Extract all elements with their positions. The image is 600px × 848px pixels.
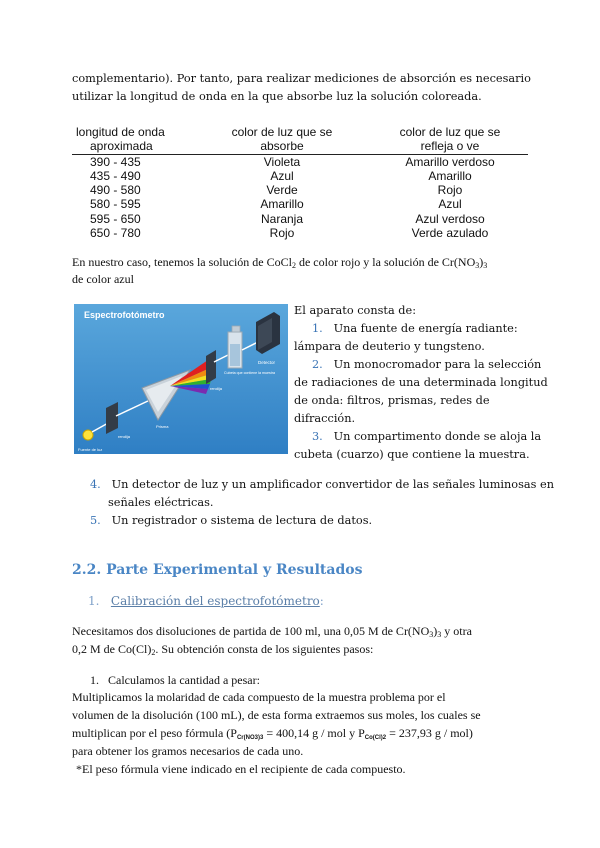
apparatus-intro: El aparato consta de: [294, 304, 417, 317]
step-heading: 1. Calculamos la cantidad a pesar: [90, 673, 260, 687]
calc-line-4: para obtener los gramos necesarios de cada uno. [72, 744, 304, 758]
case-line-1: En nuestro caso, tenemos la solución de CoCl$_2$ de color rojo y la solución de $Cr(NO_3)_3$ [72, 255, 488, 270]
body-line-2: 0,2 M de $Co(Cl)_2$. Su obtención consta de los siguientes pasos: [72, 642, 374, 657]
figure-label-slit-1: rendija [118, 434, 131, 439]
figure-title: Espectrofotómetro [84, 310, 165, 320]
table-row [72, 212, 528, 226]
cuvette-cap [232, 326, 240, 332]
slit-2-icon [206, 350, 216, 384]
subsection-heading: 1. Calibración del espectrofotómetro: [88, 594, 324, 608]
table-cell: Azul verdoso [415, 211, 485, 226]
figure-label-prism: Prisma [156, 424, 169, 429]
table-row [72, 169, 528, 183]
table-cell: 580 - 595 [90, 197, 141, 212]
figure-label-cuvette: Cubeta que contiene la muestra [224, 371, 275, 375]
spectrophotometer-diagram [74, 304, 288, 454]
apparatus-item-3: 3. Un compartimento donde se aloja la [312, 430, 542, 443]
table-cell: Naranja [260, 211, 304, 226]
body-line-1: Necesitamos dos disoluciones de partida de 100 ml, una 0,05 M de $Cr(NO_3)_3$ y otra [72, 624, 472, 639]
calc-line-3: multiplican por el peso fórmula (PCr(NO3)3 = 400,14 g / mol y PCo(Cl)2 = 237,93 g / mol) [72, 726, 473, 741]
table-cell: 490 - 580 [90, 183, 141, 198]
apparatus-item-2-cont: difracción. [294, 412, 356, 425]
table-header-cell: refleja o ve [372, 139, 528, 154]
figure-label-slit-2: rendija [210, 386, 223, 391]
table-row [72, 226, 528, 240]
apparatus-item-2: 2. Un monocromador para la selección [312, 358, 542, 371]
table-header-row-1 [72, 125, 528, 139]
calc-line-2: volumen de la disolución (100 mL), de esta forma extraemos sus moles, los cuales se [72, 708, 481, 722]
apparatus-item-1: 1. Una fuente de energía radiante: [312, 322, 518, 335]
table-cell: Rojo [269, 226, 295, 241]
table-cell: 435 - 490 [90, 168, 141, 183]
subsection-title: Calibración del espectrofotómetro [110, 594, 320, 608]
table-header-cell: color de luz que se [231, 125, 333, 139]
wavelength-color-table [72, 125, 528, 240]
table-row [72, 154, 528, 169]
table-cell: 650 - 780 [90, 226, 141, 241]
table-cell: Azul [270, 168, 294, 183]
table-cell: Rojo [437, 183, 463, 198]
cuvette-sample [230, 344, 240, 366]
table-cell: Azul [438, 197, 462, 212]
apparatus-item-4-cont: señales eléctricas. [108, 496, 214, 509]
table-cell: Verde [266, 183, 298, 198]
formula-note: *El peso fórmula viene indicado en el recipiente de cada compuesto. [76, 762, 406, 776]
case-line-2: de color azul [72, 272, 134, 286]
apparatus-item-5: 5. Un registrador o sistema de lectura de datos. [90, 514, 373, 527]
apparatus-item-2-cont: de radiaciones de una determinada longitud [294, 376, 548, 389]
figure-label-detector: Detector [258, 360, 276, 365]
apparatus-item-3-cont: cubeta (cuarzo) que contiene la muestra. [294, 448, 530, 461]
table-cell: 390 - 435 [90, 154, 141, 169]
table-header-cell: color de luz que se [399, 125, 501, 139]
section-heading: 2.2. Parte Experimental y Resultados [72, 562, 363, 578]
table-cell: Violeta [263, 154, 301, 169]
table-header-cell: longitud de onda [76, 125, 165, 139]
table-row [72, 183, 528, 197]
intro-line-1: complementario). Por tanto, para realizar mediciones de absorción es necesario [72, 72, 531, 85]
calc-line-1: Multiplicamos la molaridad de cada compuesto de la muestra problema por el [72, 690, 446, 704]
table-cell: 595 - 650 [90, 211, 141, 226]
table-header-row-2 [72, 139, 528, 154]
spectrophotometer-figure [74, 304, 288, 454]
apparatus-item-1-cont: lámpara de deuterio y tungsteno. [294, 340, 485, 353]
table-row [72, 197, 528, 211]
apparatus-item-4: 4. Un detector de luz y un amplificador convertidor de las señales luminosas en [90, 478, 554, 491]
table-header-cell: absorbe [192, 139, 372, 154]
apparatus-item-2-cont: de onda: filtros, prismas, redes de [294, 394, 490, 407]
table-header-cell: aproximada [72, 139, 192, 154]
figure-label-source: Fuente de luz [78, 447, 103, 452]
light-source-icon [83, 430, 93, 440]
table-cell: Verde azulado [411, 226, 489, 241]
table-cell: Amarillo [428, 168, 472, 183]
intro-line-2: utilizar la longitud de onda en la que absorbe luz la solución coloreada. [72, 90, 482, 103]
table-cell: Amarillo [260, 197, 304, 212]
table-cell: Amarillo verdoso [405, 154, 495, 169]
